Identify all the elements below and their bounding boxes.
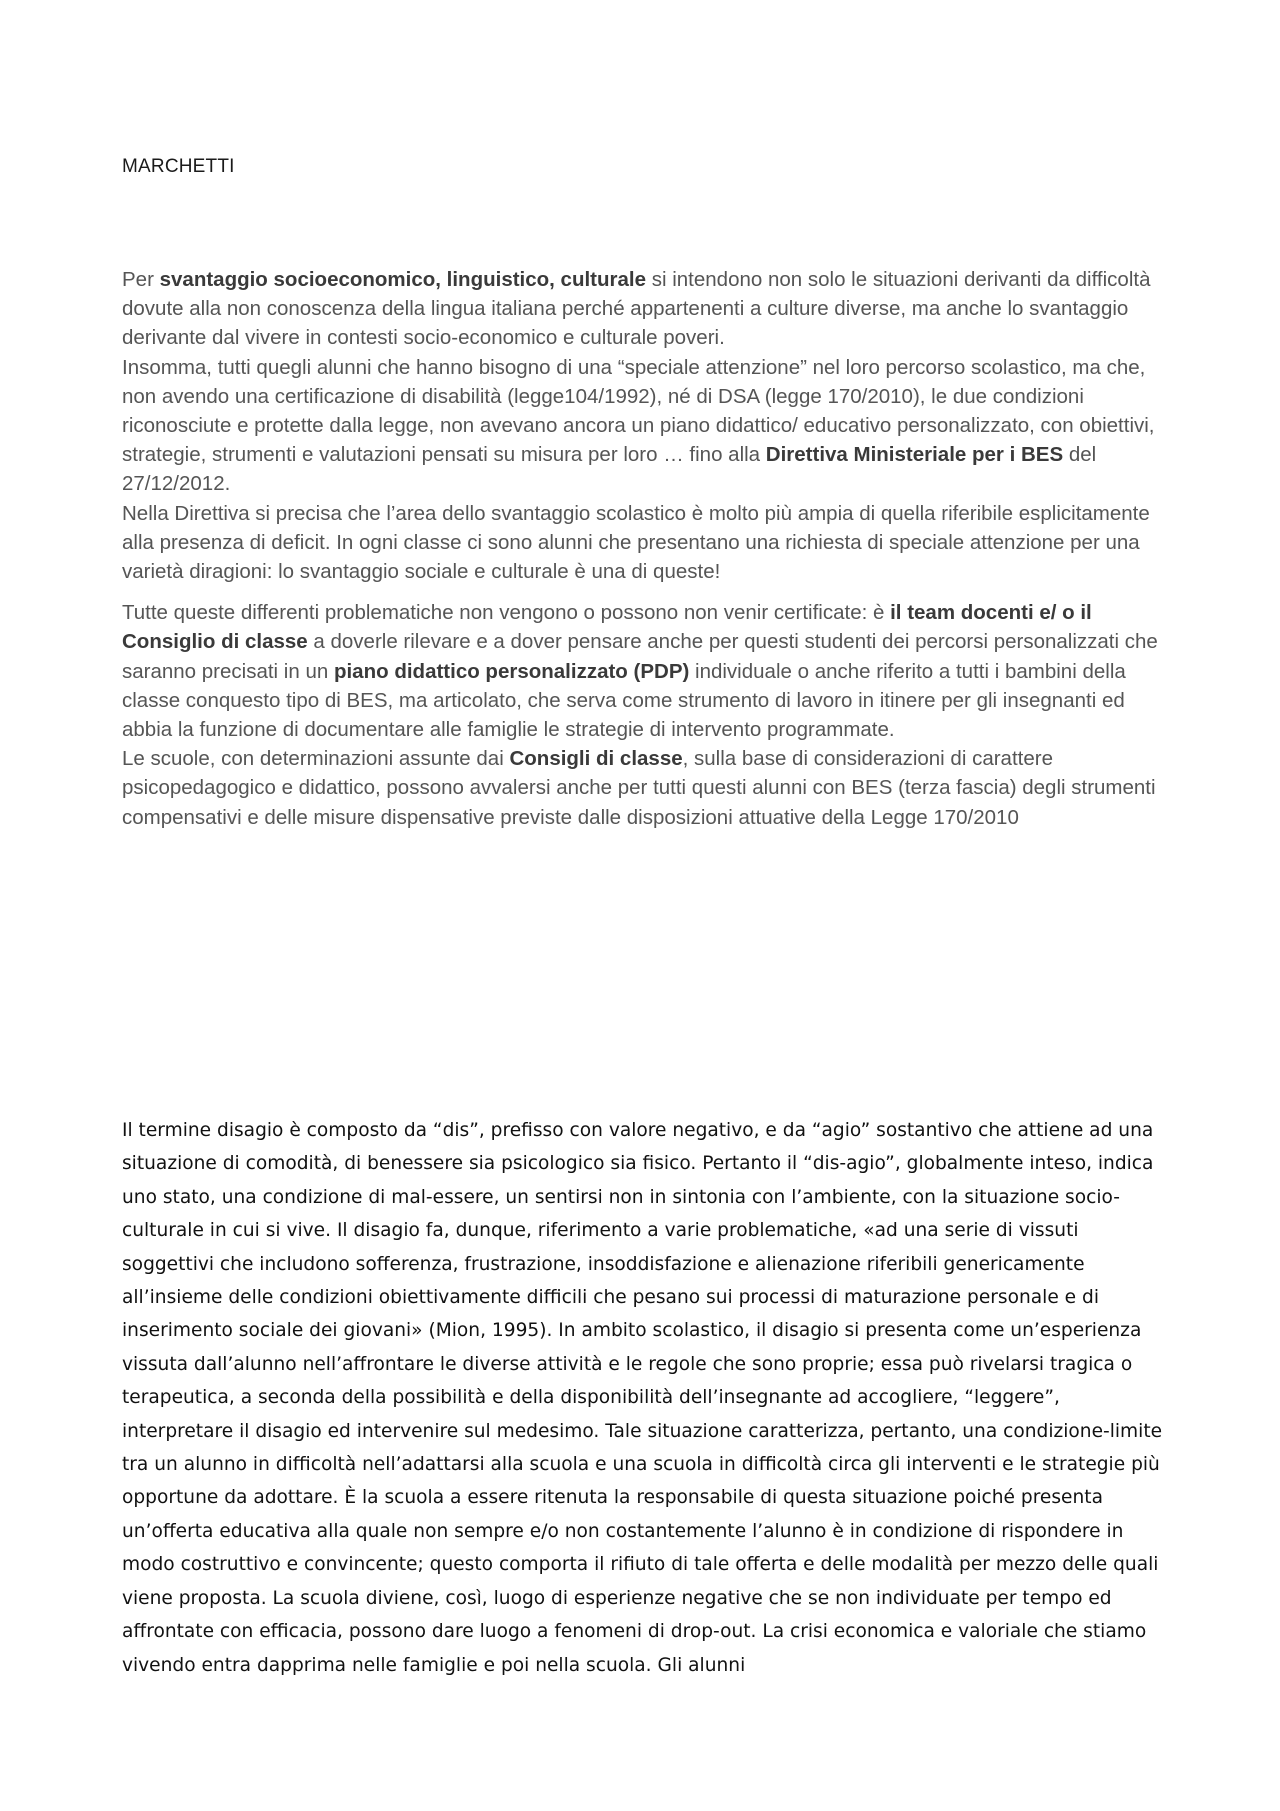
paragraph-scuole [122, 744, 1162, 832]
paragraph-insomma [122, 353, 1162, 499]
disagio-section [122, 1114, 1167, 1682]
bold-term: piano didattico personalizzato (PDP) [333, 659, 690, 683]
text-span: a doverle rilevare e a dover pensare anche per questi studenti dei percorsi personalizzati che saranno precisati in un [122, 630, 1158, 683]
bold-term: Consigli di classe [509, 747, 683, 771]
paragraph-direttiva: Nella Direttiva si precisa che l’area dello svantaggio scolastico è molto più ampia di quella riferibile esplicitamente alla presenza di deficit. In ogni classe ci sono alunni che presentano una richiesta di speciale attenzione per una varietà diragioni: lo svantaggio sociale e culturale è una di queste! [122, 501, 1150, 584]
text-span: Tutte queste differenti problematiche non vengono o possono non venir certificate: è [122, 601, 891, 625]
bold-term: il team docenti e/ o il Consiglio di classe [122, 601, 1092, 654]
bold-term: Direttiva Ministeriale per i BES [765, 443, 1064, 467]
text-span: Per [122, 268, 160, 291]
text-span: Insomma, tutti quegli alunni che hanno bisogno di una “speciale attenzione” nel loro percorso scolastico, ma che, non avendo una certificazione di disabilità (legge104/1992), né di DSA (legge 170/2010), le due condizioni riconosciute e protette dalla legge, non avevano ancora un piano didattico/ educativo personalizzato, con obiettivi, strategie, strumenti e valutazioni pensati su misura per loro … fino alla [122, 355, 1155, 467]
bes-section [122, 265, 1162, 832]
text-span: , sulla base di considerazioni di carattere psicopedagogico e didattico, possono avvalersi anche per tutti questi alunni con BES (terza fascia) degli strumenti compensativi e delle misure dispensative previste dalle disposizioni attuative della Legge 170/2010 [122, 747, 1156, 829]
text-span: si intendono non solo le situazioni derivanti da difficoltà dovute alla non conoscenza della lingua italiana perché appartenenti a culture diverse, ma anche lo svantaggio derivante dal vivere in contesti socio-economico e culturale poveri. [122, 268, 1151, 350]
text-span: Le scuole, con determinazioni assunte dai [122, 747, 510, 771]
paragraph-disagio: Il termine disagio è composto da “dis”, prefisso con valore negativo, e da “agio” sostantivo che attiene ad una situazione di comodità, di benessere sia psicologico sia fisico. Pertanto il “dis-agio”, globalmente inteso, indica uno stato, una condizione di mal-essere, un sentirsi non in sintonia con l’ambiente, con la situazione socio-culturale in cui si vive. Il disagio fa, dunque, riferimento a varie problematiche, «ad una serie di vissuti soggettivi che includono sofferenza, frustrazione, insoddisfazione e alienazione riferibili genericamente all’insieme delle condizioni obiettivamente difficili che pesano sui processi di maturazione personale e di inserimento sociale dei giovani» (Mion, 1995). In ambito scolastico, il disagio si presenta come un’esperienza vissuta dall’alunno nell’affrontare le diverse attività e le regole che sono proprie; essa può rivelarsi tragica o terapeutica, a seconda della possibilità e della disponibilità dell’insegnante ad accogliere, “leggere”, interpretare il disagio ed intervenire sul medesimo. Tale situazione caratterizza, pertanto, una condizione-limite tra un alunno in difficoltà nell’adattarsi alla scuola e una scuola in difficoltà circa gli interventi e le strategie più opportune da adottare. È la scuola a essere ritenuta la responsabile di questa situazione poiché presenta un’offerta educativa alla quale non sempre e/o non costantemente l’alunno è in condizione di rispondere in modo costruttivo e convincente; questo comporta il rifiuto di tale offerta e delle modalità per mezzo delle quali viene proposta. La scuola diviene, così, luogo di esperienze negative che se non individuate per tempo ed affrontate con efficacia, possono dare luogo a fenomeni di drop-out. La crisi economica e valoriale che stiamo vivendo entra dapprima nelle famiglie e poi nella scuola. Gli alunni [122, 1120, 1163, 1676]
author-name: MARCHETTI [122, 156, 235, 177]
text-span: del 27/12/2012. [122, 443, 1097, 496]
paragraph-problematiche [122, 598, 1162, 744]
text-span: individuale o anche riferito a tutti i bambini della classe conquesto tipo di BES, ma articolato, che serva come strumento di lavoro in itinere per gli insegnanti ed abbia la funzione di documentare alle famiglie le strategie di intervento programmate. [122, 659, 1126, 742]
paragraph-svantaggio [122, 265, 1162, 353]
bold-term: svantaggio socioeconomico, linguistico, culturale [159, 268, 647, 291]
